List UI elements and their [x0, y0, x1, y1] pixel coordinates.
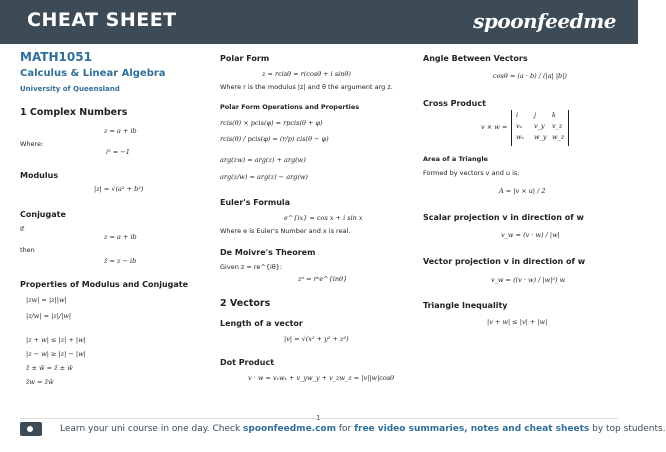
dot-heading: Dot Product: [220, 358, 275, 367]
prop-4: |z − w| ≥ |z| − |w|: [26, 350, 86, 358]
eq-vector-projection: v_w = ((v · w) / |w|²) w: [491, 276, 566, 284]
angle-heading: Angle Between Vectors: [423, 54, 528, 63]
polar-op-1: rcis(θ) × pcis(φ) = rpcis(θ + φ): [220, 119, 323, 127]
section-complex-numbers: 1 Complex Numbers: [20, 107, 128, 118]
scalar-projection-heading: Scalar projection v in direction of w: [423, 213, 584, 222]
footer-text-3: for: [335, 424, 355, 434]
polar-op-2: rcis(θ) / pcis(φ) = (r/p) cis(θ − φ): [220, 135, 329, 143]
det-r2c2: v_y: [534, 122, 545, 130]
footer: [20, 420, 666, 442]
where-label: Where:: [20, 140, 44, 148]
eq-modulus: |z| = √(a² + b²): [94, 185, 144, 193]
det-r3c2: w_y: [534, 133, 547, 141]
course-code: MATH1051: [20, 50, 92, 64]
euler-heading: Euler's Formula: [220, 198, 291, 207]
then-label: then: [20, 246, 35, 254]
prop-1: |zw| = |z||w|: [26, 296, 67, 304]
det-r1c3: k: [552, 111, 556, 119]
university: University of Queensland: [20, 85, 120, 93]
prop-2: |z/w| = |z|/|w|: [26, 312, 72, 320]
polar-form-heading: Polar Form: [220, 54, 270, 63]
header-bar: [0, 0, 638, 44]
det-r1c1: i: [516, 111, 519, 119]
eq-if: z = a + ib: [104, 233, 137, 241]
triangle-inequality-heading: Triangle Inequality: [423, 301, 508, 310]
det-r1c2: j: [534, 111, 537, 119]
conjugate-heading: Conjugate: [20, 210, 66, 219]
eq-euler: e^{ix} = cos x + i sin x: [284, 214, 363, 222]
det-r3c3: w_z: [552, 133, 565, 141]
page-number: 1: [316, 414, 321, 422]
if-label: If: [20, 225, 25, 233]
header-title: CHEAT SHEET: [27, 9, 177, 31]
footer-text-5: by top students.: [589, 424, 666, 434]
det-r2c3: v_z: [552, 122, 563, 130]
brand-logo: spoonfeedme: [473, 9, 616, 33]
det-r2c1: vₓ: [516, 122, 522, 130]
eq-z: z = a + ib: [104, 127, 137, 135]
footer-text-4: free video summaries, notes and cheat sheets: [354, 424, 590, 434]
footer-link[interactable]: spoonfeedme.com: [243, 424, 336, 434]
eq-angle: cosθ = (a · b) / (|a| |b|): [493, 72, 567, 80]
footer-text: [60, 424, 666, 434]
euler-where: Where e is Euler's Number and x is real.: [220, 227, 351, 235]
eq-polar: z = rcisθ = r(cosθ + i sinθ): [262, 70, 351, 78]
eq-scalar-projection: v_w = (v · w) / |w|: [501, 231, 560, 239]
length-heading: Length of a vector: [220, 319, 303, 328]
prop-3: |z + w| ≤ |z| + |w|: [26, 336, 86, 344]
cross-heading: Cross Product: [423, 99, 486, 108]
eq-triangle-area: A = |v × u| / 2: [499, 187, 546, 195]
eq-demoivre: zⁿ = rⁿe^{inθ}: [298, 275, 348, 283]
polar-op-3: arg(zw) = arg(z) + arg(w): [220, 156, 306, 164]
prop-6: z̄w = z̄w̄: [26, 378, 54, 386]
det-r3c1: wₓ: [516, 133, 524, 141]
eq-i: i² = −1: [106, 148, 130, 156]
properties-heading: Properties of Modulus and Conjugate: [20, 280, 189, 289]
modulus-heading: Modulus: [20, 171, 59, 180]
eq-then: z̄ = z − ib: [104, 257, 137, 265]
polar-ops-heading: Polar Form Operations and Properties: [220, 103, 360, 111]
triangle-area-heading: Area of a Triangle: [423, 155, 488, 163]
eq-triangle-inequality: |v + w| ≤ |v| + |w|: [487, 318, 548, 326]
vector-projection-heading: Vector projection v in direction of w: [423, 257, 586, 266]
eq-length: |v| = √(x² + y² + z²): [284, 335, 349, 343]
eq-dot: v · w = vₓwₓ + v_yw_y + v_zw_z = |v||w|cosθ: [248, 374, 395, 382]
footer-divider: [20, 418, 618, 419]
polar-where: Where r is the modulus |z| and θ the argument arg z.: [220, 83, 393, 91]
footer-text-1: Learn your uni course in one day. Check: [60, 424, 244, 434]
given-label: Given z = re^{iθ}:: [220, 263, 283, 271]
eq-cross-lhs: v × w =: [481, 123, 508, 131]
video-icon: [20, 422, 42, 436]
prop-5: z̄ ± w̄ = z̄ ± w̄: [26, 364, 73, 372]
triangle-area-text: Formed by vectors v and u is:: [423, 169, 520, 177]
cross-determinant: [511, 110, 569, 146]
course-subtitle: Calculus & Linear Algebra: [20, 68, 166, 79]
polar-op-4: arg(z/w) = arg(z) − arg(w): [220, 173, 308, 181]
demoivre-heading: De Moivre's Theorem: [220, 248, 316, 257]
section-vectors: 2 Vectors: [220, 298, 271, 309]
